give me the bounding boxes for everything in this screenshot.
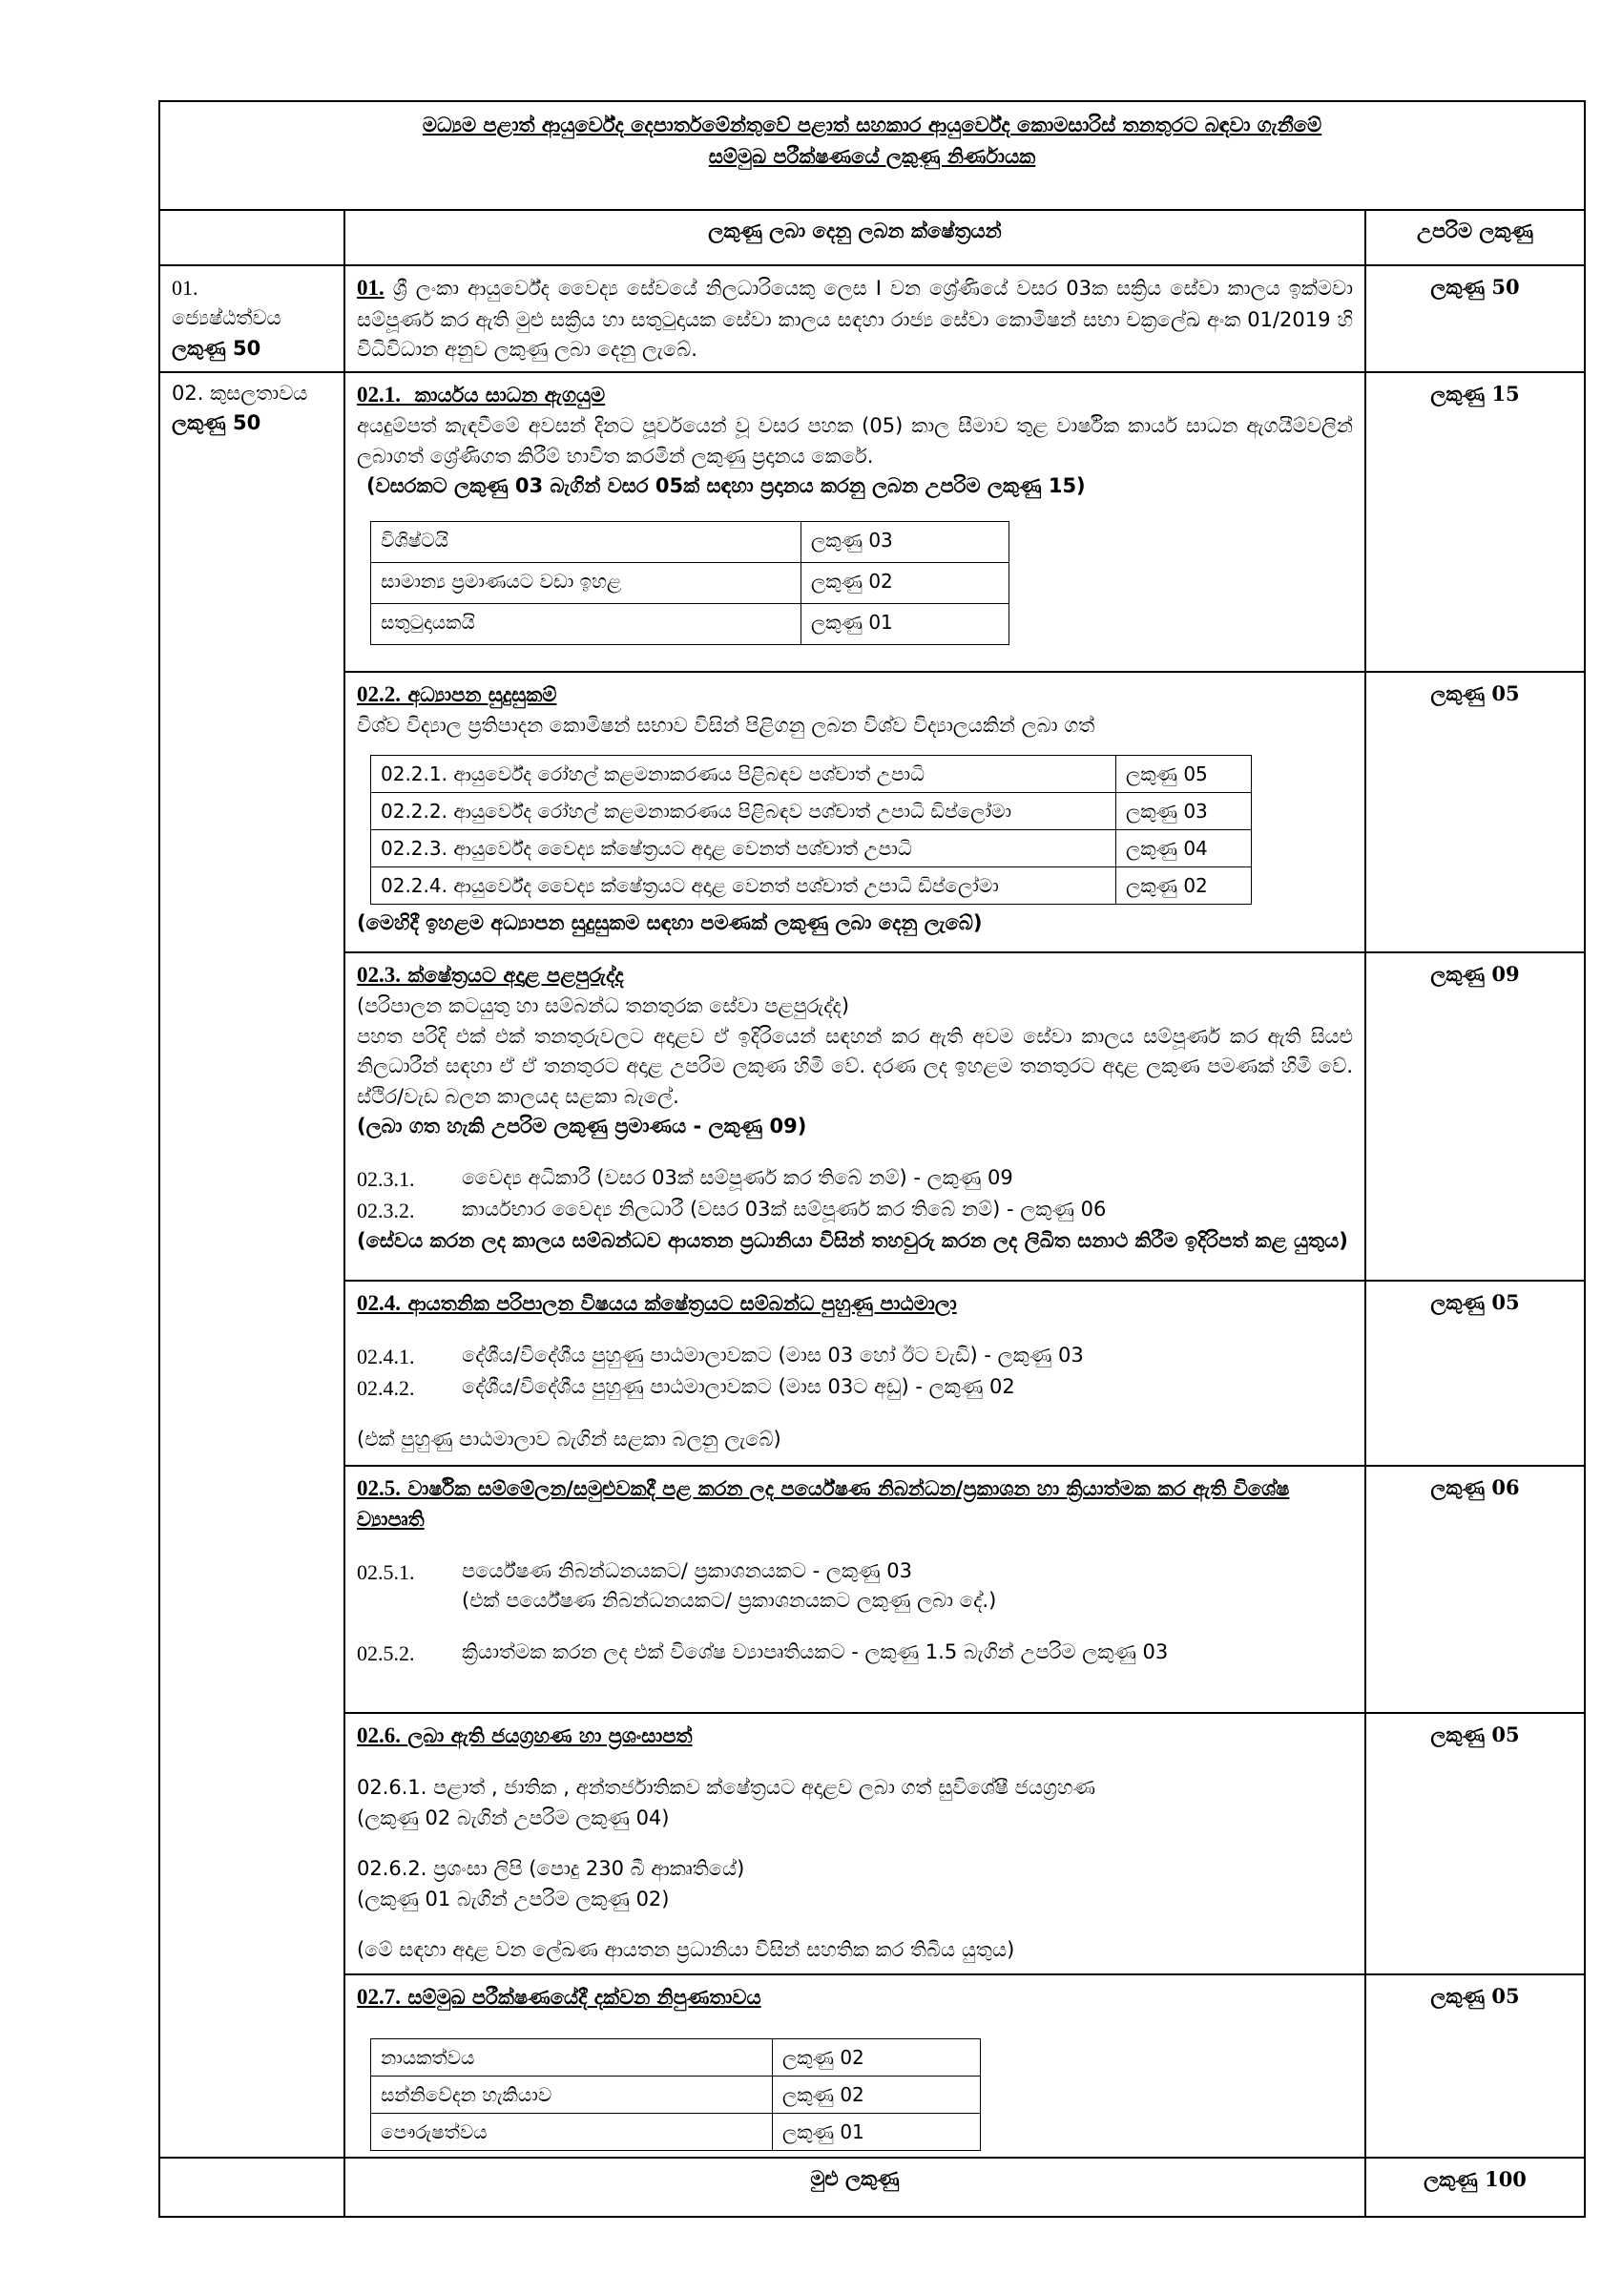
section-02-4-heading <box>357 1287 1353 1321</box>
performance-grade-table <box>370 521 1009 645</box>
seniority-head: 01. <box>357 276 385 300</box>
section-02-3-title: ක්ෂේත්‍රයට අදාළ පළපුරුද්ද <box>407 963 624 987</box>
section-02-5-marks: ලකුණු 06 <box>1365 1466 1585 1713</box>
list-item <box>357 1556 1353 1617</box>
merit-category-marks: ලකුණු 50 <box>172 411 261 434</box>
qualification-marks: ලකුණු 04 <box>1116 829 1252 866</box>
merit-name: 02. කුසලතාවය <box>172 381 308 405</box>
table-row <box>371 2077 981 2114</box>
list-item <box>357 1638 1353 1669</box>
section-02-7-marks: ලකුණු 05 <box>1365 1974 1585 2159</box>
competency-table <box>370 2038 981 2151</box>
grade-marks: ලකුණු 03 <box>801 521 1009 562</box>
section-02-1-title: කාර්යය සාධන ඇගයුම <box>414 383 606 407</box>
item-number: 02.5.2. <box>357 1640 415 1665</box>
spacer <box>357 1833 1353 1854</box>
section-02-4-row <box>159 1281 1585 1466</box>
section-02-4-title: ආයතනික පරිපාලන විෂයය ක්ෂේත්‍රයට සම්බන්ධ පුහුණු පාඨමාලා <box>407 1291 957 1315</box>
section-02-6 <box>344 1713 1365 1974</box>
section-02-2-num: 02.2. <box>357 681 401 706</box>
section-02-6-note: (මේ සඳහා අදාළ වන ලේඛණ ආයතන ප්‍රධානියා විසින් සහතික කර තිබිය යුතුය) <box>357 1938 1015 1961</box>
section-02-1-heading <box>357 379 1353 412</box>
total-label: මුළු ලකුණු <box>344 2158 1365 2217</box>
section-02-1 <box>344 372 1365 672</box>
section-02-2-row <box>159 672 1585 952</box>
section-02-6-item-1: 02.6.1. පළාත් , ජාතික , අන්තර්ජාතිකව ක්ෂේත්‍රයට අදාළව ලබා ගත් සුවිශේෂී ජයග්‍රහණ <box>357 1776 1096 1799</box>
qualification-marks: ලකුණු 02 <box>1116 866 1252 904</box>
item-number: 02.5.1. <box>357 1559 415 1584</box>
section-02-2-note: (මෙහිදී ඉහළම අධ්‍යාපන සුදුසුකම සඳහා පමණක් ලකුණු ලබා දෙනු ලැබේ) <box>357 910 983 934</box>
title-row <box>159 101 1585 210</box>
section-02-2 <box>344 672 1365 952</box>
section-02-2-heading <box>357 678 1353 712</box>
item-text: කාර්යභාර වෛද්‍ය නිලධාරී (වසර 03ක් සම්පූර්ණ කර තිබේ නම්) - ලකුණු 06 <box>462 1197 1107 1221</box>
item-sub-text: (එක් පර්යේෂණ නිබන්ධනයකට/ ප්‍රකාශනයකට ලකුණු ලබා දේ.) <box>462 1589 997 1612</box>
table-row <box>371 755 1252 792</box>
table-row <box>371 2114 981 2151</box>
seniority-text: ශ්‍රී ලංකා ආයුර්වේද වෛද්‍ය සේවයේ නිලධාරියෙකු ලෙස I වන ශ්‍රේණියේ වසර 03ක සක්‍රිය සේවා කාලය ඉක්මවා සම්පූර්ණ කර ඇති මුළු සක්‍රිය හා සතුටුදායක සේවා කාලය සඳහා රාජ්‍ය සේවා කොමිෂන් සභා චක්‍රලේඛ අංක 01/2019 හි විධිවිධාන අනුව ලකුණු ලබා දෙනු ලැබේ. <box>357 277 1353 361</box>
section-02-5-row <box>159 1466 1585 1713</box>
grade-label: සාමාන්‍ය ප්‍රමාණයට වඩා ඉහළ <box>371 562 801 603</box>
competency-label: නායකත්වය <box>371 2039 773 2077</box>
total-row <box>159 2158 1585 2217</box>
qualification-label: 02.2.2. ආයුර්වේද රෝහල් කළමනාකරණය පිළිබඳව පශ්චාත් උපාධි ඩිප්ලෝමා <box>371 792 1116 829</box>
list-item <box>357 1372 1353 1404</box>
table-row <box>371 2039 981 2077</box>
seniority-category-marks: ලකුණු 50 <box>172 336 261 360</box>
qualification-marks: ලකුණු 03 <box>1116 792 1252 829</box>
total-empty-cell <box>159 2158 344 2217</box>
item-main-text: පර්යේෂණ නිබන්ධනයකට/ ප්‍රකාශනයකට - ලකුණු 03 <box>462 1558 912 1582</box>
header-areas: ලකුණු ලබා දෙනු ලබන ක්ෂේත්‍රයන් <box>344 210 1365 265</box>
title-line-2: සම්මුඛ පරීක්ෂණයේ ලකුණු නිර්ණායක <box>708 144 1036 168</box>
section-02-7-title: සම්මුඛ පරීක්ෂණයේදී දක්වන නිපුණතාවය <box>407 1985 761 2009</box>
section-02-4-num: 02.4. <box>357 1290 401 1315</box>
seniority-category <box>159 265 344 372</box>
competency-marks: ලකුණු 01 <box>773 2114 981 2151</box>
title-line-1: මධ්‍යම පළාත් ආයුර්වේද දෙපාර්තමේන්තුවේ පළාත් සහකාර ආයුර්වේද කොමසාරිස් තනතුරට බඳවා ගැනීමේ <box>422 114 1322 136</box>
section-02-5-title: වාර්ෂික සම්මේලන/සමුළුවකදී පළ කරන ලද පර්යේෂණ නිබන්ධන/ප්‍රකාශන හා ක්‍රියාත්මක කර ඇති විශේෂ ව්‍යාපෘති <box>357 1476 1290 1531</box>
section-02-6-row <box>159 1713 1585 1974</box>
section-02-7-num: 02.7. <box>357 1984 401 2009</box>
competency-marks: ලකුණු 02 <box>773 2077 981 2114</box>
section-02-3-marks: ලකුණු 09 <box>1365 952 1585 1281</box>
section-02-5-num: 02.5. <box>357 1475 401 1500</box>
table-row <box>371 866 1252 904</box>
document-title <box>159 101 1585 210</box>
item-number: 02.3.1. <box>357 1166 415 1191</box>
seniority-number: 01. <box>172 276 198 300</box>
item-text: දේශීය/විදේශීය පුහුණු පාඨමාලාවකට (මාස 03ට අඩු) - ලකුණු 02 <box>462 1375 1015 1398</box>
table-row <box>371 562 1009 603</box>
qualification-marks: ලකුණු 05 <box>1116 755 1252 792</box>
spacer <box>357 1752 1353 1773</box>
section-02-6-item-2: 02.6.2. ප්‍රශංසා ලිපි (පොදු 230 බී ආකෘතියේ) <box>357 1857 745 1880</box>
competency-label: සන්නිවේදන හැකියාව <box>371 2077 773 2114</box>
section-02-4 <box>344 1281 1365 1466</box>
table-row <box>371 829 1252 866</box>
section-02-5-heading <box>357 1472 1353 1535</box>
section-02-1-num: 02.1. <box>357 382 401 407</box>
section-02-6-heading <box>357 1720 1353 1753</box>
grade-marks: ලකුණු 01 <box>801 603 1009 644</box>
section-02-2-title: අධ්‍යාපන සුදුසුකම් <box>407 682 557 706</box>
item-number: 02.4.2. <box>357 1376 415 1400</box>
section-02-1-note: (වසරකට ලකුණු 03 බැගින් වසර 05ක් සඳහා ප්‍රදානය කරනු ලබන උපරිම ලකුණු 15) <box>366 474 1086 497</box>
section-02-3 <box>344 952 1365 1281</box>
spacer <box>357 1404 1353 1425</box>
item-text: ක්‍රියාත්මක කරන ලද එක් විශේෂ ව්‍යාපෘතියකට - ලකුණු 1.5 බැගින් උපරිම ලකුණු 03 <box>462 1639 1169 1663</box>
seniority-marks: ලකුණු 50 <box>1365 265 1585 372</box>
spacer <box>357 1535 1353 1556</box>
merit-category <box>159 372 344 2159</box>
section-02-6-item-1-note: (ලකුණු 02 බැගින් උපරිම ලකුණු 04) <box>357 1805 670 1829</box>
item-number: 02.3.2. <box>357 1198 415 1222</box>
header-row <box>159 210 1585 265</box>
section-02-3-num: 02.3. <box>357 962 401 987</box>
item-text <box>462 1556 996 1617</box>
section-02-6-marks: ලකුණු 05 <box>1365 1713 1585 1974</box>
header-empty-cell <box>159 210 344 265</box>
section-02-7 <box>344 1974 1365 2159</box>
spacer <box>357 1320 1353 1341</box>
grade-marks: ලකුණු 02 <box>801 562 1009 603</box>
competency-label: පෞරුෂත්වය <box>371 2114 773 2151</box>
total-marks: ලකුණු 100 <box>1365 2158 1585 2217</box>
marks-criteria-table <box>158 100 1586 2218</box>
spacer <box>357 1914 1353 1935</box>
header-max-marks: උපරිම ලකුණු <box>1365 210 1585 265</box>
section-02-2-text: විශ්ව විද්‍යාල ප්‍රතිපාදන කොමිෂන් සභාව විසින් පිළිගනු ලබන විශ්ව විද්‍යාලයකින් ලබා ගත් <box>357 714 1095 737</box>
document-page <box>158 100 1584 2218</box>
section-02-1-marks: ලකුණු 15 <box>1365 372 1585 672</box>
section-02-6-item-2-note: (ලකුණු 01 බැගින් උපරිම ලකුණු 02) <box>357 1887 670 1910</box>
item-text: වෛද්‍ය අධිකාරී (වසර 03ක් සම්පූර්ණ කර තිබේ නම්) - ලකුණු 09 <box>462 1165 1013 1189</box>
section-02-3-heading <box>357 959 1353 992</box>
section-02-5 <box>344 1466 1365 1713</box>
grade-label: සතුටුදායකයි <box>371 603 801 644</box>
section-02-3-subtitle: (පරිපාලන කටයුතු හා සම්බන්ධ තනතුරක සේවා පළපුරුද්ද) <box>357 994 850 1017</box>
table-row <box>371 521 1009 562</box>
section-02-7-heading <box>357 1981 1353 2014</box>
section-02-2-marks: ලකුණු 05 <box>1365 672 1585 952</box>
seniority-row <box>159 265 1585 372</box>
section-02-6-title: ලබා ඇති ජයග්‍රහණ හා ප්‍රශංසාපත් <box>407 1723 693 1747</box>
qualification-label: 02.2.3. ආයුර්වේද වෛද්‍ය ක්ෂේත්‍රයට අදාළ වෙනත් පශ්චාත් උපාධි <box>371 829 1116 866</box>
table-row <box>371 792 1252 829</box>
qualification-label: 02.2.4. ආයුර්වේද වෛද්‍ය ක්ෂේත්‍රයට අදාළ වෙනත් පශ්චාත් උපාධි ඩිප්ලෝමා <box>371 866 1116 904</box>
list-item <box>357 1195 1353 1226</box>
seniority-name: ජ්‍යෙෂ්ඨත්වය <box>172 306 281 329</box>
section-02-3-text: පහත පරිදි එක් එක් තනතුරුවලට අදාළව ඒ ඉදිරියෙන් සඳහන් කර ඇති අවම සේවා කාලය සම්පූර්ණ කර ඇති සියළු නිලධාරීන් සඳහා ඒ ඒ තනතුරට අදාළ උපරිම ලකුණ හිමි වේ. දරණ ලද ඉහළම තනතුරට අදාළ ලකුණ පමණක් හිමි වේ. ස්ථිර/වැඩ බලන කාලයද සළකා බැලේ. <box>357 1024 1353 1108</box>
section-02-1-row <box>159 372 1585 672</box>
competency-marks: ලකුණු 02 <box>773 2039 981 2077</box>
section-02-7-row <box>159 1974 1585 2159</box>
section-02-3-max-note: (ලබා ගත හැකි උපරිම ලකුණු ප්‍රමාණය - ලකුණු 09) <box>357 1115 807 1138</box>
section-02-3-row <box>159 952 1585 1281</box>
spacer <box>357 1142 1353 1163</box>
item-number: 02.4.1. <box>357 1345 415 1368</box>
grade-label: විශිෂ්ටයි <box>371 521 801 562</box>
section-02-6-num: 02.6. <box>357 1722 401 1747</box>
section-02-1-text: අයදුම්පත් කැඳවීමේ අවසන් දිනට පූර්වයෙන් වූ වසර පහක (05) කාල සීමාව තුළ වාර්ෂික කාර්ය සාධන ඇගයීම්වලින් ලබාගත් ශ්‍රේණිගත කිරීම් භාවිත කරමින් ලකුණු ප්‍රදානය කෙරේ. <box>357 414 1353 468</box>
item-text: දේශීය/විදේශීය පුහුණු පාඨමාලාවකට (මාස 03 හෝ ඊට වැඩි) - ලකුණු 03 <box>462 1344 1084 1367</box>
list-item <box>357 1341 1353 1372</box>
list-item <box>357 1163 1353 1195</box>
qualification-label: 02.2.1. ආයුර්වේද රෝහල් කළමනාකරණය පිළිබඳව පශ්චාත් උපාධි <box>371 755 1116 792</box>
table-row <box>371 603 1009 644</box>
education-table <box>370 755 1252 905</box>
spacer <box>357 1617 1353 1638</box>
section-02-3-note: (සේවය කරන ලද කාලය සම්බන්ධව ආයතන ප්‍රධානියා විසින් තහවුරු කරන ලද ලිඛිත සනාථ කිරීම ඉදිරිපත් කළ යුතුය) <box>357 1228 1348 1252</box>
section-02-4-marks: ලකුණු 05 <box>1365 1281 1585 1466</box>
seniority-description <box>344 265 1365 372</box>
section-02-4-note: (එක් පුහුණු පාඨමාලාව බැගින් සළකා බලනු ලැබේ) <box>357 1428 781 1451</box>
